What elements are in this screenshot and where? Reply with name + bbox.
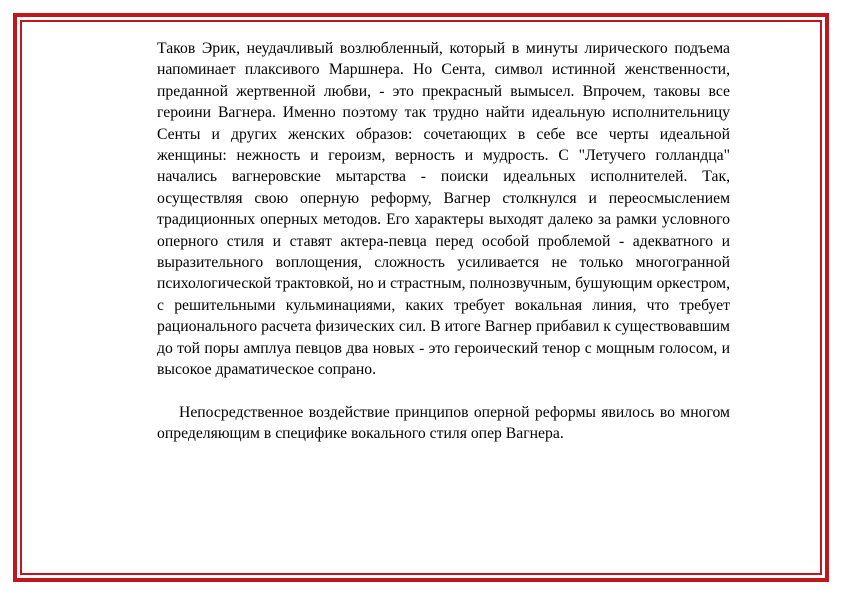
paragraph-2: Непосредственное воздействие принципов оперной реформы явилось во многом определяющим в специфике вокального стиля опер Вагнера. [157,403,730,442]
document-body [157,38,730,444]
paragraph-1: Таков Эрик, неудачливый возлюбленный, который в минуты лирического подъема напоминает плаксивого Маршнера. Но Сента, символ истинной женственности, преданной жертвенной любви, - это прекрасный вымысел. Впрочем, таковы все героини Вагнера. Именно поэтому так трудно найти идеальную исполнительницу Сенты и других женских образов: сочетающих в себе все черты идеальной женщины: нежность и героизм, верность и мудрость. С "Летучего голландца" начались вагнеровские мытарства - поиски идеальных исполнителей. Так, осуществляя свою оперную реформу, Вагнер столкнулся и переосмыслением традиционных оперных методов. Его характеры выходят далеко за рамки условного оперного стиля и ставят актера-певца перед особой проблемой - адекватного и выразительного воплощения, сложность усиливается не только многогранной психологической трактовкой, но и страстным, полнозвучным, бушующим оркестром, с решительными кульминациями, каких требует вокальная линия, что требует рационального расчета физических сил. В итоге Вагнер прибавил к существовавшим до той поры амплуа певцов два новых - это героический тенор с мощным голосом, и высокое драматическое сопрано. [157,40,730,379]
